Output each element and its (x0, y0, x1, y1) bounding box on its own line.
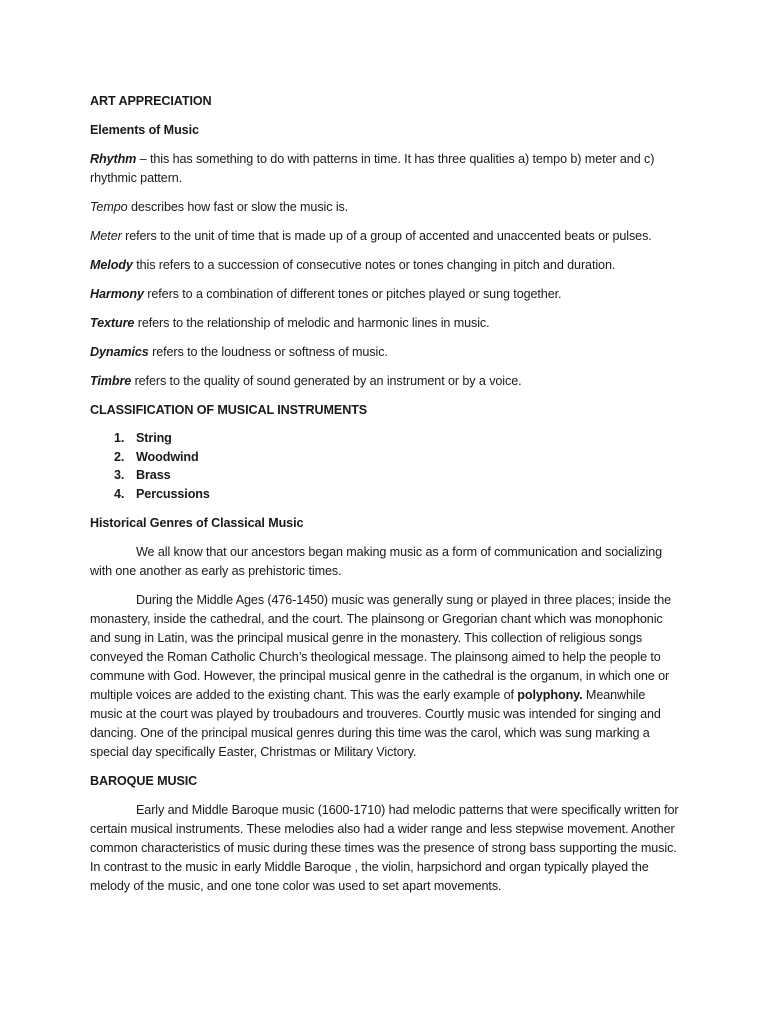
section-heading-baroque: BAROQUE MUSIC (90, 774, 198, 788)
list-item-label: Percussions (136, 486, 210, 501)
definition-melody (90, 256, 680, 275)
list-item (90, 466, 680, 485)
definition-tempo (90, 198, 680, 217)
section-heading-genres: Historical Genres of Classical Music (90, 516, 304, 530)
definition-rhythm (90, 150, 680, 188)
definition-text: this refers to a succession of consecutive notes or tones changing in pitch and duration. (132, 258, 616, 272)
definition-text: refers to the unit of time that is made up of a group of accented and unaccented beats or pulses. (121, 229, 652, 243)
document-title: ART APPRECIATION (90, 94, 212, 108)
term-timbre: Timbre (90, 374, 132, 388)
list-item-label: Brass (136, 468, 171, 482)
list-number: 2. (114, 449, 125, 464)
list-item (90, 485, 680, 504)
list-item (90, 448, 680, 467)
list-number: 3. (114, 468, 125, 482)
term-polyphony: polyphony. (517, 688, 583, 702)
paragraph-middle-ages (90, 591, 680, 762)
paragraph-text: During the Middle Ages (476-1450) music was generally sung or played in three places; inside the monastery, inside the cathedral, and the court. The plainsong or Gregorian chant which was monophonic and sung in Latin, was the principal musical genre in the monastery. This collection of religious songs conveyed the Roman Catholic Church’s theological message. The plainsong aimed to help the people to commune with God. However, the principal musical genre in the cathedral is the organum, in which one or multiple voices are added to the existing chant. This was the early example of (90, 593, 672, 702)
paragraph-text: Meanwhile music at the court was played by troubadours and trouveres. Courtly music was intended for singing and dancing. One of the principal musical genres during this time was the carol, which was sung marking a special day specifically Easter, Christmas or Military Victory. (90, 688, 661, 759)
definition-text: refers to the relationship of melodic and harmonic lines in music. (134, 316, 490, 330)
list-number: 1. (114, 431, 125, 445)
term-tempo: Tempo (90, 200, 128, 214)
definition-dynamics (90, 343, 680, 362)
term-meter: Meter (90, 229, 122, 243)
paragraph-ancestors: We all know that our ancestors began making music as a form of communication and socializing with one another as early as prehistoric times. (90, 545, 663, 578)
definition-timbre (90, 372, 680, 391)
term-melody: Melody (90, 258, 133, 272)
list-item (90, 429, 680, 448)
list-number: 4. (114, 486, 125, 501)
definition-text: refers to the quality of sound generated by an instrument or by a voice. (131, 374, 522, 388)
list-item-label: String (136, 431, 172, 445)
definition-text: refers to the loudness or softness of music. (148, 345, 388, 359)
definition-text: – this has something to do with patterns in time. It has three qualities a) tempo b) meter and c) rhythmic pattern. (90, 152, 655, 185)
definition-meter (90, 227, 680, 246)
term-texture: Texture (90, 316, 135, 330)
term-harmony: Harmony (90, 287, 144, 301)
definition-harmony (90, 285, 680, 304)
instrument-list (90, 429, 680, 503)
list-item-label: Woodwind (136, 449, 199, 464)
term-dynamics: Dynamics (90, 345, 149, 359)
document-page (90, 92, 680, 906)
paragraph-baroque: Early and Middle Baroque music (1600-1710) had melodic patterns that were specifically written for certain musical instruments. These melodies also had a wider range and less stepwise movement. Another common characteristics of music during these times was the presence of strong bass supporting the music. In contrast to the music in early Middle Baroque , the violin, harpsichord and organ typically played the melody of the music, and one tone color was used to set apart movements. (90, 803, 679, 893)
section-heading-elements: Elements of Music (90, 123, 199, 137)
definition-text: refers to a combination of different tones or pitches played or sung together. (143, 287, 562, 301)
definition-text: describes how fast or slow the music is. (127, 200, 349, 214)
term-rhythm: Rhythm (90, 152, 137, 166)
section-heading-classification: CLASSIFICATION OF MUSICAL INSTRUMENTS (90, 403, 368, 417)
definition-texture (90, 314, 680, 333)
